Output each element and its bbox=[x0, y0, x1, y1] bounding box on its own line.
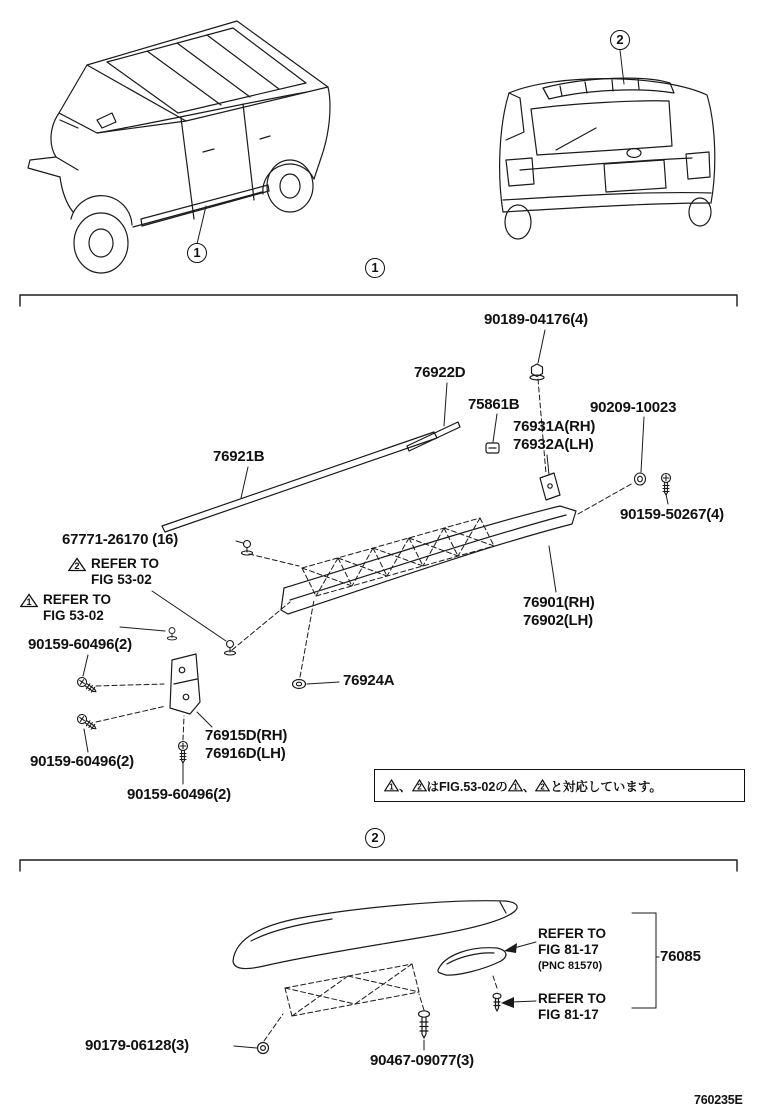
vehicle-side-view-art bbox=[28, 21, 330, 273]
part-label-76085: 76085 bbox=[660, 948, 701, 965]
part-label-76921b: 76921B bbox=[213, 448, 265, 465]
refer-note-fig81-17-lower bbox=[538, 991, 606, 1023]
part-label-90179-06128: 90179-06128(3) bbox=[85, 1037, 189, 1054]
triangle-number: 1 bbox=[389, 782, 394, 792]
refer-line: REFER TO bbox=[538, 926, 607, 941]
refer-line: FIG 53-02 bbox=[91, 572, 152, 587]
part-label-76915d-rh: 76915D(RH) bbox=[205, 727, 288, 744]
triangle-number: 2 bbox=[74, 560, 80, 571]
refer-line: FIG 81-17 bbox=[538, 1007, 599, 1022]
part-label-76924a: 76924A bbox=[343, 672, 395, 689]
part-label-76931a-rh: 76931A(RH) bbox=[513, 418, 596, 435]
part-label-76932a-lh: 76932A(LH) bbox=[513, 436, 594, 453]
warning-triangle-2-icon bbox=[535, 779, 550, 792]
part-label-76916d-lh: 76916D(LH) bbox=[205, 745, 286, 762]
vehicle-rear-view-art bbox=[500, 78, 715, 239]
callout-1-side-moulding: 1 bbox=[187, 243, 207, 263]
part-label-76902-lh: 76902(LH) bbox=[523, 612, 593, 629]
note-text-segment: 、 bbox=[399, 779, 412, 794]
arrowhead-icons bbox=[501, 943, 517, 1008]
part-label-90189-04176: 90189-04176(4) bbox=[484, 311, 588, 328]
refer-note-fig53-02-b bbox=[20, 592, 111, 624]
refer-line: REFER TO bbox=[91, 556, 160, 571]
part-label-90209-10023: 90209-10023 bbox=[590, 399, 677, 416]
part-label-90467-09077: 90467-09077(3) bbox=[370, 1052, 474, 1069]
part-label-67771-26170: 67771-26170 (16) bbox=[62, 531, 179, 548]
triangle-number: 2 bbox=[540, 782, 546, 792]
triangle-number: 1 bbox=[26, 596, 32, 607]
section-1-marker: 1 bbox=[365, 258, 385, 278]
part-label-76901-rh: 76901(RH) bbox=[523, 594, 595, 611]
section-2-marker: 2 bbox=[365, 828, 385, 848]
rear-spoiler-part-drawings bbox=[233, 901, 659, 1054]
refer-line: (PNC 81570) bbox=[538, 960, 603, 972]
part-label-90159-60496-a: 90159-60496(2) bbox=[28, 636, 132, 653]
refer-line: REFER TO bbox=[43, 592, 112, 607]
correspondence-note-box bbox=[374, 769, 745, 802]
warning-triangle-2-icon bbox=[68, 557, 86, 572]
refer-note-fig53-02-a bbox=[68, 556, 159, 588]
triangle-number: 1 bbox=[513, 782, 518, 792]
note-text-segment: 、 bbox=[522, 779, 536, 794]
refer-note-fig81-17-upper bbox=[538, 926, 606, 974]
note-text-segment: はFIG.53-02の bbox=[426, 779, 508, 794]
note-text-segment: と対応しています。 bbox=[550, 779, 662, 794]
figure-code: 760235E bbox=[694, 1093, 743, 1107]
triangle-number: 2 bbox=[416, 782, 422, 792]
leader-lines bbox=[83, 50, 668, 1050]
part-label-90159-60496-c: 90159-60496(2) bbox=[127, 786, 231, 803]
refer-line: REFER TO bbox=[538, 991, 607, 1006]
warning-triangle-2-icon bbox=[412, 779, 427, 792]
refer-line: FIG 53-02 bbox=[43, 608, 104, 623]
warning-triangle-1-icon bbox=[508, 779, 523, 792]
part-label-75861b: 75861B bbox=[468, 396, 520, 413]
part-label-90159-50267: 90159-50267(4) bbox=[620, 506, 724, 523]
part-label-76922d: 76922D bbox=[414, 364, 466, 381]
callout-2-rear-spoiler: 2 bbox=[610, 30, 630, 50]
warning-triangle-1-icon bbox=[20, 593, 38, 608]
part-label-90159-60496-b: 90159-60496(2) bbox=[30, 753, 134, 770]
warning-triangle-1-icon bbox=[384, 779, 399, 792]
refer-line: FIG 81-17 bbox=[538, 942, 599, 957]
